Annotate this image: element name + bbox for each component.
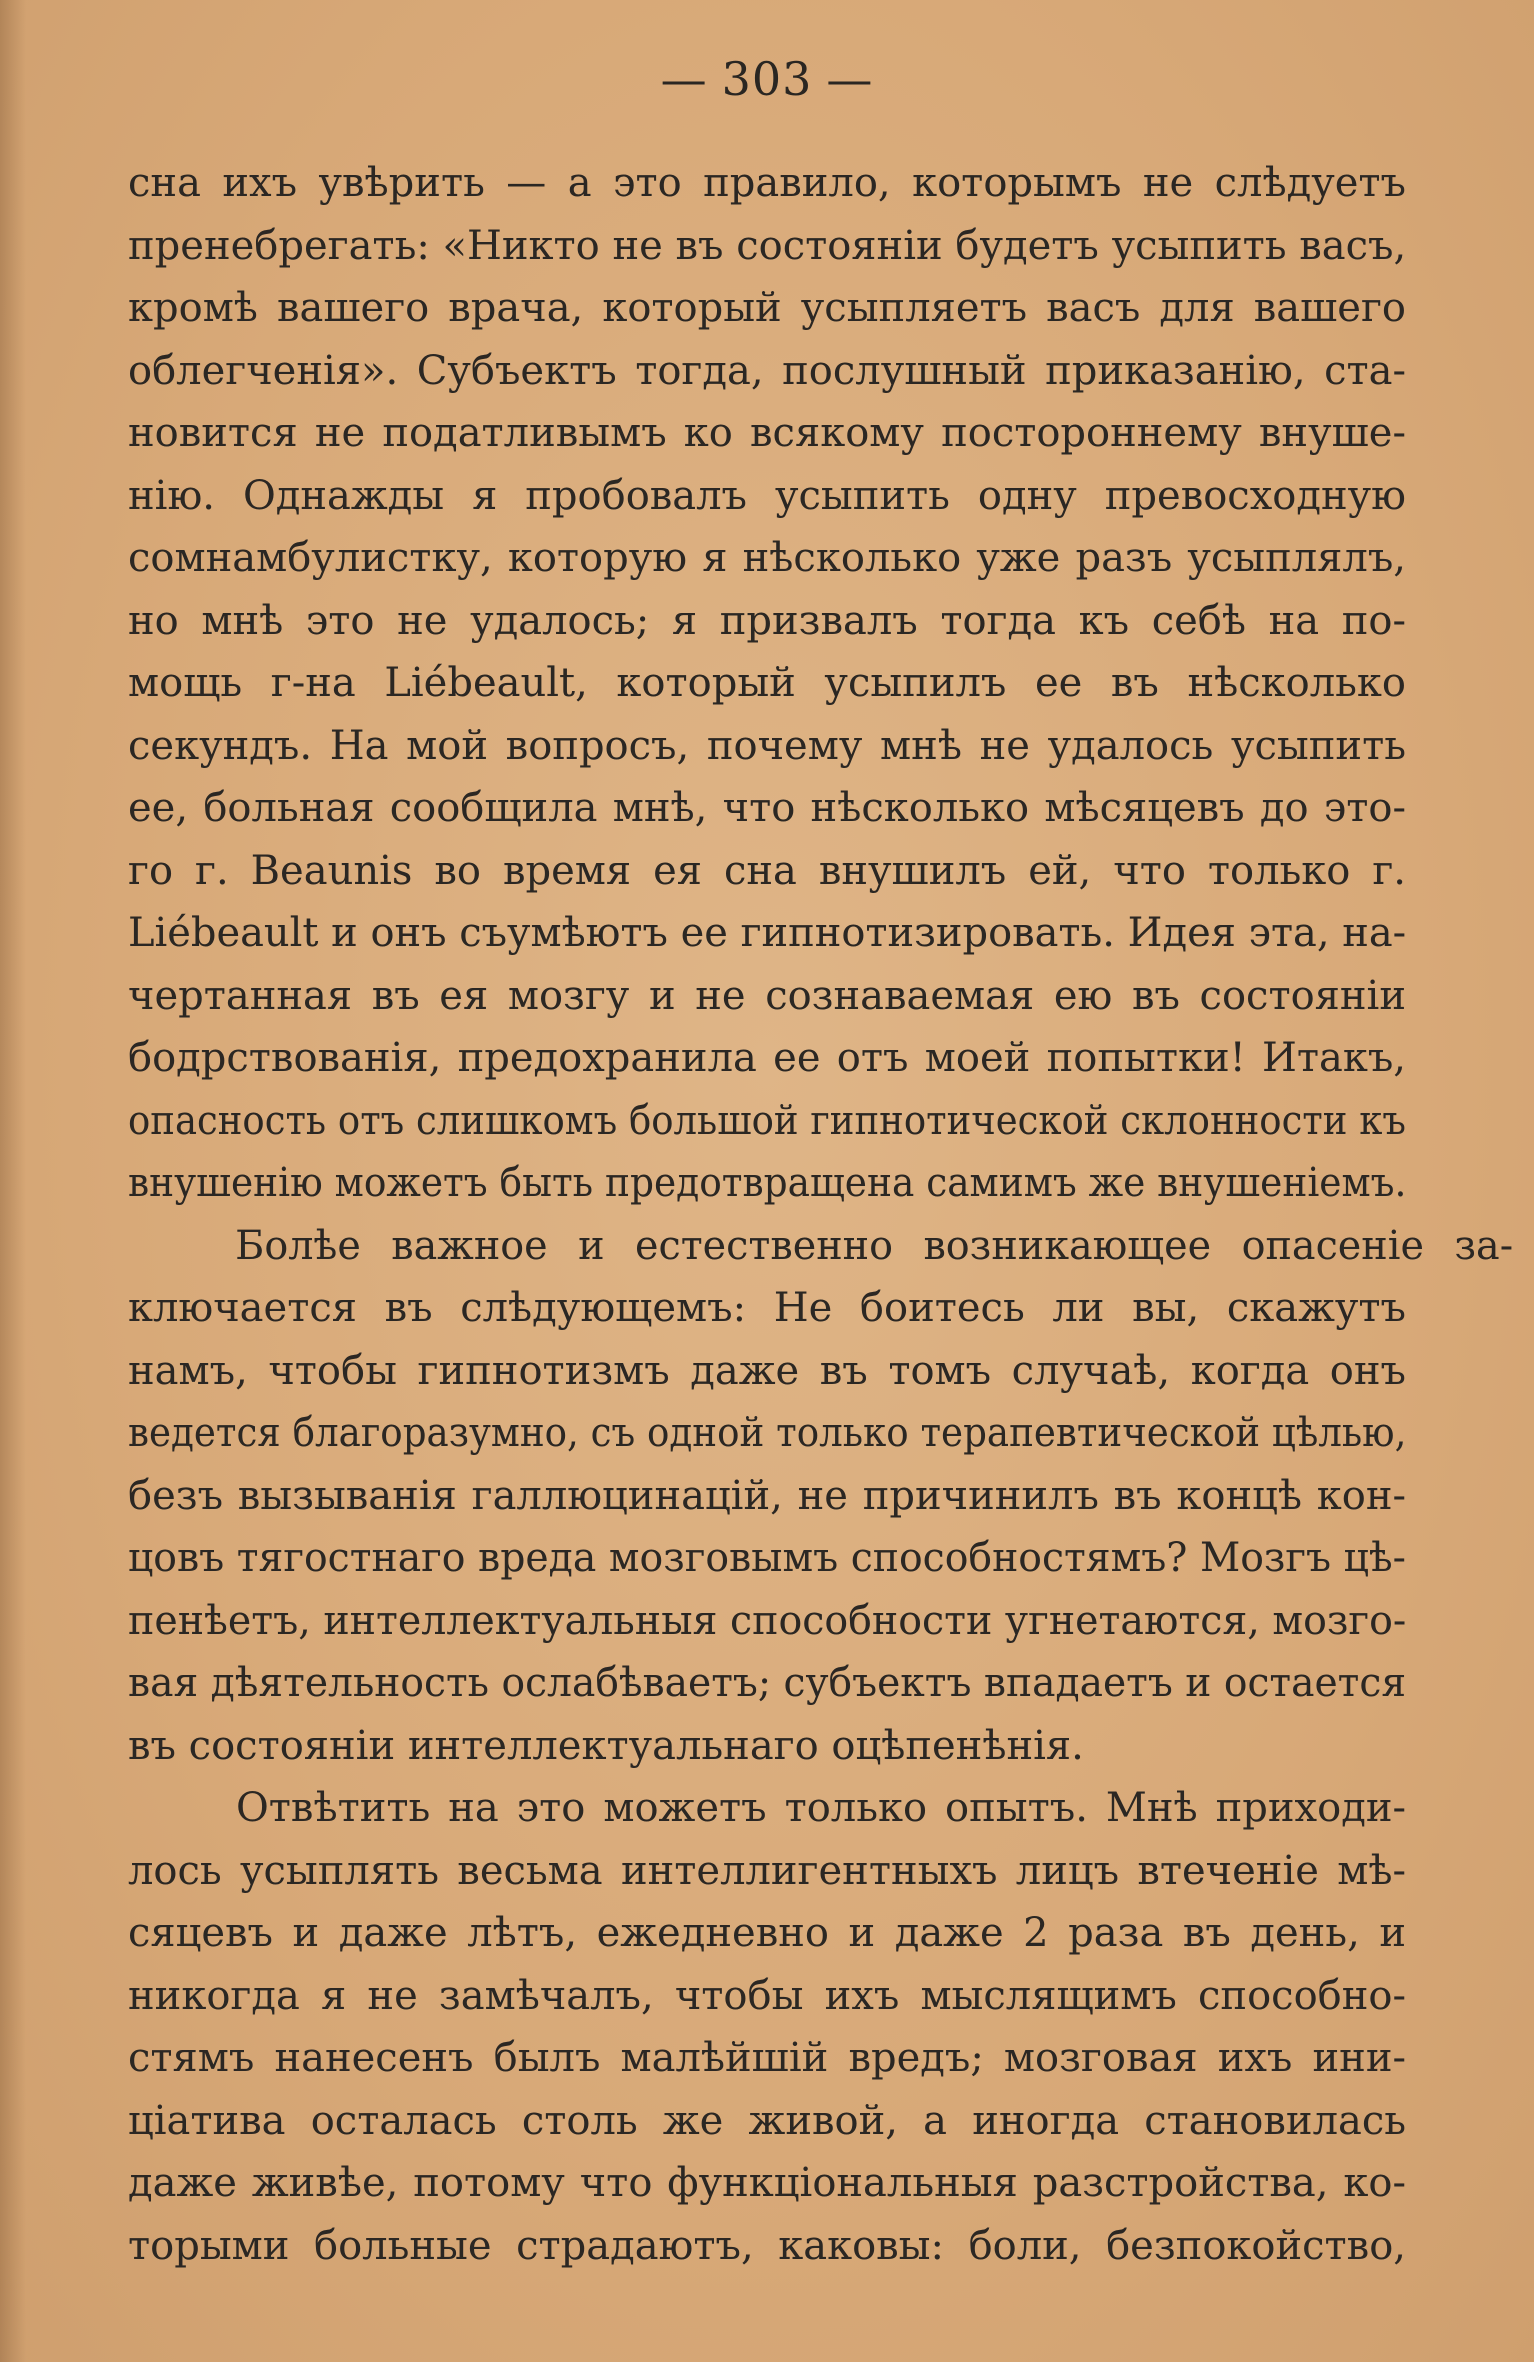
text-line: никогда я не замѣчалъ, чтобы ихъ мыслящимъ способно- <box>128 1972 1406 2019</box>
text-line: сна ихъ увѣрить — а это правило, которымъ не слѣдуетъ <box>128 160 1406 206</box>
text-line: го г. Beaunis во время ея сна внушилъ ей, что только г. <box>128 847 1406 894</box>
text-line: сомнамбулистку, которую я нѣсколько уже разъ усыплялъ, <box>128 535 1406 581</box>
text-line: ее, больная сообщила мнѣ, что нѣсколько мѣсяцевъ до это- <box>128 785 1406 831</box>
text-line: чертанная въ ея мозгу и не сознаваемая ею въ состоянiи <box>128 972 1406 1019</box>
text-line: сяцевъ и даже лѣтъ, ежедневно и даже 2 раза въ день, и <box>128 1910 1406 1956</box>
text-line: мощь г-на Liébeault, который усыпилъ ее въ нѣсколько <box>128 660 1406 706</box>
text-line: безъ вызыванiя галлюцинацiй, не причинилъ въ концѣ кон- <box>128 1472 1406 1519</box>
text-line: въ состоянiи интеллектуальнаго оцѣпенѣнiя. <box>128 1722 1084 1769</box>
text-line: но мнѣ это не удалось; я призвалъ тогда къ себѣ на по- <box>128 597 1406 644</box>
page-number-dash-left: — <box>660 52 708 106</box>
text-line: намъ, чтобы гипнотизмъ даже въ томъ случаѣ, когда онъ <box>128 1347 1406 1394</box>
text-line: секундъ. На мой вопросъ, почему мнѣ не удалось усыпить <box>128 722 1406 769</box>
text-line: кромѣ вашего врача, который усыпляетъ васъ для вашего <box>128 285 1406 331</box>
text-line: пенѣетъ, интеллектуальныя способности угнетаются, мозго- <box>128 1597 1406 1644</box>
text-line: стямъ нанесенъ былъ малѣйшiй вредъ; мозговая ихъ ини- <box>128 2035 1406 2081</box>
text-line: новится не податливымъ ко всякому постороннему внуше- <box>128 410 1406 456</box>
text-line: внушенiю можетъ быть предотвращена самимъ же внушенiемъ. <box>128 1160 1407 1206</box>
text-line: лось усыплять весьма интеллигентныхъ лицъ втеченiе мѣ- <box>128 1847 1406 1894</box>
text-line: бодрствованiя, предохранила ее отъ моей попытки! Итакъ, <box>128 1035 1406 1081</box>
page-number <box>0 52 1534 106</box>
text-line: цiатива осталась столь же живой, а иногда становилась <box>128 2097 1406 2144</box>
text-line: опасность отъ слишкомъ большой гипнотической склонности къ <box>128 1097 1406 1144</box>
text-line: даже живѣе, потому что функцiональныя разстройства, ко- <box>128 2160 1406 2206</box>
text-line: нiю. Однажды я пробовалъ усыпить одну превосходную <box>128 472 1406 519</box>
page-number-dash-right: — <box>826 52 874 106</box>
text-line: цовъ тягостнаго вреда мозговымъ способностямъ? Мозгъ цѣ- <box>128 1535 1406 1581</box>
text-line: вая дѣятельность ослабѣваетъ; субъектъ впадаетъ и остается <box>128 1660 1407 1706</box>
page-spine-shadow <box>0 0 26 2362</box>
text-line: ведется благоразумно, съ одной только терапевтической цѣлью, <box>128 1410 1406 1456</box>
text-line: пренебрегать: «Никто не въ состоянiи будетъ усыпить васъ, <box>128 222 1406 269</box>
text-line: ключается въ слѣдующемъ: Не боитесь ли вы, скажутъ <box>128 1285 1406 1331</box>
text-line: Болѣе важное и естественно возникающее опасенiе за- <box>235 1222 1514 1269</box>
text-line: Liébeault и онъ съумѣютъ ее гипнотизировать. Идея эта, на- <box>128 910 1406 956</box>
text-line: торыми больные страдаютъ, каковы: боли, безпокойство, <box>128 2222 1406 2269</box>
text-line: Отвѣтить на это можетъ только опытъ. Мнѣ приходи- <box>236 1785 1406 1831</box>
body-text <box>128 152 1514 2277</box>
page-number-value: 303 <box>721 52 813 106</box>
text-line: облегченiя». Субъектъ тогда, послушный приказанiю, ста- <box>128 347 1406 394</box>
